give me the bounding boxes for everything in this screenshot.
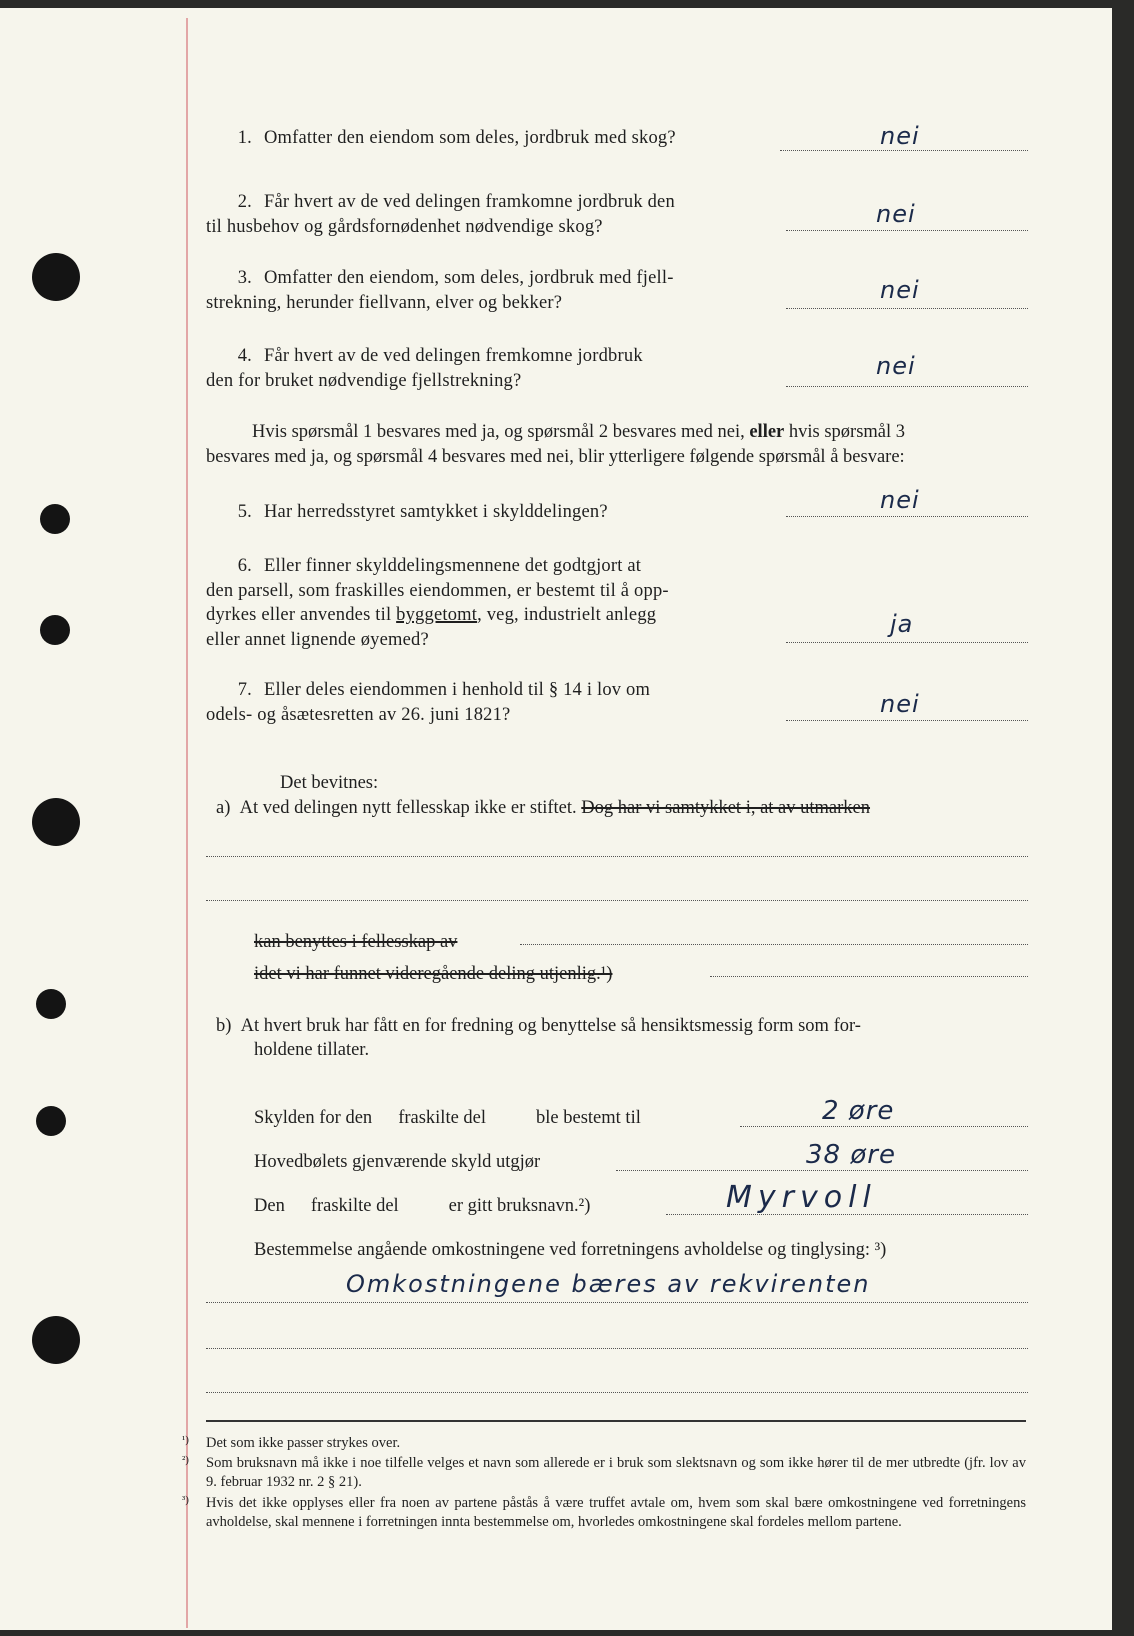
blank-line (520, 944, 1028, 945)
footnote-1: ¹) Det som ikke passer strykes over. (182, 1434, 401, 1451)
section-b-cont: holdene tillater. (254, 1040, 370, 1060)
bestemmelse-label: Bestemmelse angående omkostningene ved forretningens avholdelse og tinglysing: ³) (254, 1240, 887, 1260)
question-7: 7. Eller deles eiendommen i henhold til § 14 i lov om odels- og åsætesretten av 26. juni 1821? (206, 680, 651, 725)
underlined-word: byggetomt (396, 605, 478, 625)
footnote-rule (206, 1420, 1026, 1422)
blank-line (206, 900, 1028, 901)
answer-line-1 (780, 150, 1028, 151)
struck-text-2: idet vi har funnet videregående deling utjenlig.¹) (254, 964, 613, 984)
bestemmelse-line (206, 1302, 1028, 1303)
blank-line (206, 1392, 1028, 1393)
navn-label: Den fraskilte del er gitt bruksnavn.²) (254, 1196, 591, 1216)
answer-line-6 (786, 642, 1028, 643)
skylden-line (740, 1126, 1028, 1127)
question-5: 5. Har herredsstyret samtykket i skylddelingen? (237, 502, 608, 522)
punch-hole (32, 798, 80, 846)
hoved-value: 38 øre (806, 1140, 896, 1170)
answer-line-3 (786, 308, 1028, 309)
punch-hole (40, 504, 70, 534)
skylden-value: 2 øre (822, 1096, 895, 1126)
footnote-2: ²) Som bruksnavn må ikke i noe tilfelle velges et navn som allerede er i bruk som slektsnavn og som ikke hører til de mer utbredte (jfr. lov av 9. februar 1932 nr. 2 § 21). (182, 1454, 1026, 1490)
skylden-label: Skylden for den fraskilte del ble bestemt til (254, 1108, 641, 1128)
answer-5: nei (880, 486, 920, 514)
punch-hole (32, 1316, 80, 1364)
footnote-3: ³) Hvis det ikke opplyses eller fra noen av partene påstås å være truffet avtale om, hvem som skal bære omkostningene ved forretningens avholdelse, skal mennene i forretningen innta bestemmelse om, hvorledes omkostningene skal fordeles mellom partene. (182, 1494, 1026, 1530)
answer-7: nei (880, 690, 920, 718)
answer-2: nei (876, 200, 916, 228)
question-1: 1. Omfatter den eiendom som deles, jordbruk med skog? (237, 128, 676, 148)
hoved-label: Hovedbølets gjenværende skyld utgjør (254, 1152, 541, 1172)
condition-paragraph: Hvis spørsmål 1 besvares med ja, og spørsmål 2 besvares med nei, eller hvis spørsmål 3 besvares med ja, og spørsmål 4 besvares med nei, blir ytterligere følgende spørsmål å besvare: (206, 422, 906, 467)
bestemmelse-value: Omkostningene bæres av rekvirenten (346, 1270, 871, 1298)
navn-value: Myrvoll (726, 1180, 877, 1215)
punch-hole (32, 253, 80, 301)
answer-line-7 (786, 720, 1028, 721)
blank-line (710, 976, 1028, 977)
answer-line-4 (786, 386, 1028, 387)
answer-6: ja (890, 610, 914, 638)
hoved-line (616, 1170, 1028, 1171)
form-page (0, 8, 1112, 1630)
question-6: 6. Eller finner skylddelingsmennene det godtgjort at den parsell, som fraskilles eiendommen, er bestemt til å opp- dyrkes eller anvendes til byggetomt, veg, industrielt anlegg eller annet lignende øyemed? (206, 556, 669, 650)
bevitnes-heading: Det bevitnes: (280, 773, 379, 793)
answer-4: nei (876, 352, 916, 380)
question-4: 4. Får hvert av de ved delingen fremkomne jordbruk den for bruket nødvendige fjellstrekning? (206, 346, 643, 391)
answer-3: nei (880, 276, 920, 304)
blank-line (206, 856, 1028, 857)
punch-hole (36, 989, 66, 1019)
struck-text-1: kan benyttes i fellesskap av (254, 932, 458, 952)
section-a: a) At ved delingen nytt fellesskap ikke er stiftet. Dog har vi samtykket i, at av utmarken (216, 798, 871, 818)
question-3: 3. Omfatter den eiendom, som deles, jordbruk med fjell- strekning, herunder fiellvann, elver og bekker? (206, 268, 674, 313)
margin-rule (186, 18, 188, 1628)
answer-line-5 (786, 516, 1028, 517)
answer-1: nei (880, 122, 920, 150)
answer-line-2 (786, 230, 1028, 231)
section-b: b) At hvert bruk har fått en for fredning og benyttelse så hensiktsmessig form som for- (216, 1016, 861, 1036)
punch-hole (36, 1106, 66, 1136)
blank-line (206, 1348, 1028, 1349)
punch-hole (40, 615, 70, 645)
question-2: 2. Får hvert av de ved delingen framkomne jordbruk den til husbehov og gårdsfornødenhet nødvendige skog? (206, 192, 675, 237)
